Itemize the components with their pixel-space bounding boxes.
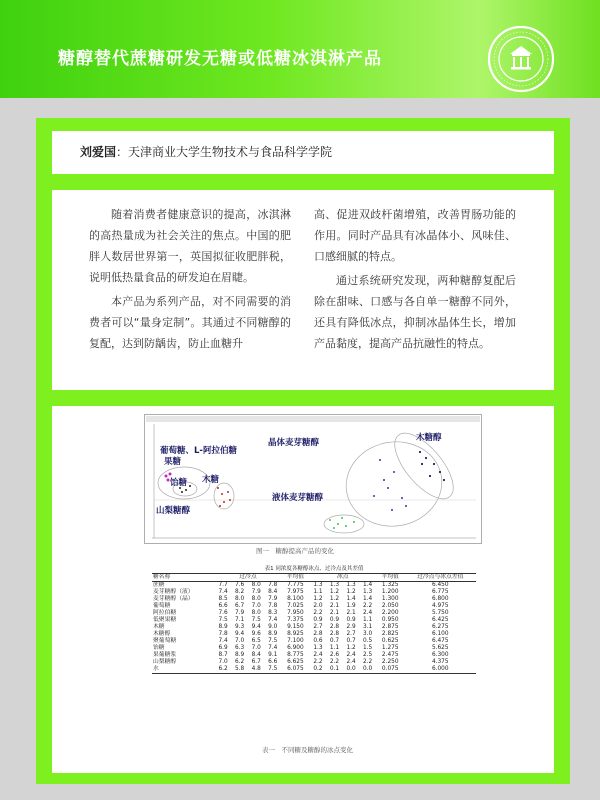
table-cell-value: 1.2: [346, 589, 356, 595]
table-cell-value: 3.0: [363, 631, 373, 637]
table-cell-value: 7.5: [251, 617, 261, 623]
table-cell-value: 7.6: [218, 610, 228, 616]
table-cell-value: 1.3: [363, 589, 373, 595]
table-cell-value: 6.2: [235, 659, 245, 665]
paragraph: 本产品为系列产品，对不同需要的消费者可以“量身定制”。其通过不同糖醇的复配，达到防龋齿，防止血糖升: [89, 295, 291, 350]
table-cell-value: 0.7: [329, 638, 340, 644]
table-cell-value: 7.950: [287, 610, 304, 616]
table-header: 过冷点与冰点差值: [405, 574, 476, 582]
table-cell-value: 6.3: [235, 645, 245, 651]
table-cell-value: 5.750: [431, 610, 449, 616]
table-cell-value: 1.3: [313, 582, 323, 588]
paragraph: 随着消费者健康意识的提高，冰淇淋的高热量成为社会关注的焦点。中国的肥胖人数居世界第一，英国拟征收肥胖税，说明低热量食品的研发迫在眉睫。: [89, 208, 291, 284]
table-cell-value: 1.3: [313, 645, 323, 651]
table-cell-value: 8.775: [287, 652, 304, 658]
table-cell-value: 6.7: [235, 603, 245, 609]
table-cell-name: 木糖: [153, 624, 165, 630]
label-xylose: 木糖: [202, 475, 220, 485]
author-line: [80, 143, 332, 160]
table-cell-value: 8.9: [218, 624, 228, 630]
table-cell-value: 7.0: [235, 638, 245, 644]
table-cell-value: 6.6: [268, 659, 278, 665]
table-header: 平均值: [281, 574, 310, 582]
table-caption: 表一 不同糖及糖醇的冰点变化: [262, 746, 353, 754]
table-cell-value: 7.775: [287, 582, 304, 588]
table-cell-value: 2.5: [363, 652, 373, 658]
poster-title: 糖醇替代蔗糖研发无糖或低糖冰淇淋产品: [58, 49, 382, 69]
table-cell-value: 9.6: [251, 631, 261, 637]
table-cell-value: 2.4: [313, 652, 323, 658]
table-cell-value: 0.2: [310, 666, 327, 674]
text-column-left: [89, 204, 291, 357]
table-cell-value: 6.775: [431, 589, 449, 595]
table-cell-value: 8.4: [251, 652, 261, 658]
table-header: 平均值: [376, 574, 405, 582]
table-cell-value: 2.4: [346, 652, 356, 658]
text-column-right: [314, 204, 516, 357]
table-cell-value: 9.0: [268, 624, 278, 630]
table-cell-name: 木糖醇: [153, 631, 171, 637]
label-fructose: 果糖: [164, 457, 182, 467]
table-cell-value: 9.3: [235, 624, 245, 630]
table-cell-value: 6.000: [405, 666, 476, 674]
table-cell-value: 7.975: [287, 589, 304, 595]
table-cell-value: 8.925: [287, 631, 304, 637]
table-cell-name: 饴糖: [153, 645, 165, 651]
label-liquid-maltitol: 液体麦芽糖醇: [272, 493, 324, 503]
table-cell-value: 1.1: [363, 617, 373, 623]
table-cell-value: 7.375: [287, 617, 304, 623]
table-cell-value: 9.4: [235, 631, 245, 637]
table-row: [152, 582, 476, 590]
table-cell-value: 1.4: [363, 582, 373, 588]
table-cell-value: 6.800: [431, 596, 449, 602]
header-banner: [0, 0, 600, 98]
table-cell-value: 6.2: [215, 666, 232, 674]
table-cell-value: 8.5: [218, 596, 228, 602]
text-panel: [52, 190, 554, 390]
table-cell-value: 8.0: [251, 582, 261, 588]
table-cell-value: 2.2: [363, 603, 373, 609]
table-cell-value: 8.0: [251, 610, 261, 616]
table-cell-value: 9.4: [251, 624, 261, 630]
table-cell-value: 6.6: [218, 603, 228, 609]
table-cell-value: 6.9: [218, 645, 228, 651]
table-cell-value: 1.2: [346, 645, 356, 651]
table-cell-value: 2.2: [363, 659, 373, 665]
table-cell-value: 6.300: [431, 652, 449, 658]
table-cell-value: 2.0: [313, 603, 323, 609]
author-name: 刘爱国: [80, 145, 117, 159]
table-cell-value: 2.7: [346, 631, 356, 637]
table-cell-value: 4.8: [248, 666, 265, 674]
table-row: [152, 645, 476, 652]
label-maltose: 饴糖: [170, 478, 188, 488]
table-cell-value: 7.7: [218, 582, 228, 588]
table-cell-value: 7.100: [287, 638, 304, 644]
label-crystal-maltitol: 晶体麦芽糖醇: [268, 438, 320, 448]
table-cell-value: 1.9: [346, 603, 356, 609]
table-cell-value: 1.200: [381, 589, 399, 595]
table-cell-name: 聚葡萄糖: [153, 638, 177, 644]
table-cell-value: 1.4: [363, 596, 373, 602]
table-cell-value: 0.7: [346, 638, 356, 644]
table-cell-value: 8.100: [287, 596, 304, 602]
table-cell-value: 2.2: [313, 610, 323, 616]
table-header: 糖名称: [152, 574, 215, 582]
university-seal-icon: [486, 24, 556, 94]
table-cell-value: 7.9: [235, 610, 245, 616]
table-cell-value: 2.8: [329, 624, 340, 630]
table-cell-value: 2.2: [329, 659, 340, 665]
table-cell-name: 阿拉伯糖: [153, 610, 177, 616]
table-cell-value: 2.200: [381, 610, 399, 616]
table-cell-value: 8.0: [251, 596, 261, 602]
table-cell-value: 6.475: [431, 638, 449, 644]
table-cell-value: 1.325: [381, 582, 399, 588]
table-cell-value: 6.450: [431, 582, 449, 588]
table-cell-value: 7.5: [265, 666, 282, 674]
table-cell-value: 2.6: [329, 652, 340, 658]
table-cell-value: 0.6: [313, 638, 323, 644]
table-cell-value: 5.625: [431, 645, 449, 651]
table-cell-value: 7.0: [251, 645, 261, 651]
table-cell-value: 7.5: [218, 617, 228, 623]
table-cell-value: 7.0: [218, 659, 228, 665]
table-cell-value: 6.425: [431, 617, 449, 623]
table-cell-name: 低聚果糖: [153, 617, 177, 623]
table-cell-value: 0.5: [363, 638, 373, 644]
footer-institution: 生物技术与食品科学学院: [374, 749, 540, 764]
author-affiliation: 天津商业大学生物技术与食品科学学院: [128, 145, 333, 159]
table-cell-value: 3.1: [363, 624, 373, 630]
table-body: [152, 582, 476, 674]
table-row: [152, 652, 476, 659]
table-cell-value: 5.8: [231, 666, 248, 674]
table-row: [152, 589, 476, 596]
table-cell-value: 1.1: [329, 645, 340, 651]
table-cell-value: 4.975: [431, 603, 449, 609]
table-cell-value: 8.7: [218, 652, 228, 658]
table-cell-value: 7.4: [218, 638, 228, 644]
table-cell-value: 8.9: [235, 652, 245, 658]
table-cell-value: 1.1: [313, 589, 323, 595]
table-cell-value: 8.9: [268, 631, 278, 637]
table-row: [152, 617, 476, 624]
table-cell-value: 6.275: [431, 624, 449, 630]
table-cell-value: 0.9: [313, 617, 323, 623]
table-cell-value: 0.9: [346, 617, 356, 623]
table-cell-value: 6.7: [251, 659, 261, 665]
table-cell-value: 2.8: [313, 631, 323, 637]
table-cell-name: 麦芽糖醇（晶）: [153, 596, 194, 602]
table-cell-value: 2.875: [381, 624, 399, 630]
table-cell-value: 1.5: [363, 645, 373, 651]
table-cell-value: 9.150: [287, 624, 304, 630]
table-cell-value: 7.025: [287, 603, 304, 609]
table-cell-value: 0.1: [326, 666, 343, 674]
table-cell-value: 6.900: [287, 645, 304, 651]
table-cell-value: 1.3: [329, 582, 340, 588]
table-cell-value: 0.075: [376, 666, 405, 674]
label-sorbitol: 山梨糖醇: [156, 506, 191, 516]
table-cell-value: 2.050: [381, 603, 399, 609]
table-cell-name: 水: [152, 666, 215, 674]
table-cell-value: 1.4: [346, 596, 356, 602]
paragraph: 高、促进双歧杆菌增殖，改善胃肠功能的作用。同时产品具有冰晶体小、风味佳、口感细腻的特点。: [314, 208, 516, 263]
table-cell-value: 0.0: [359, 666, 376, 674]
table-cell-value: 7.8: [268, 582, 278, 588]
table-cell-value: 7.9: [251, 589, 261, 595]
table-cell-value: 2.825: [381, 631, 399, 637]
table-cell-value: 8.2: [235, 589, 245, 595]
figure-panel: [52, 406, 554, 773]
table-row: [152, 631, 476, 638]
table-cell-value: 0.9: [329, 617, 340, 623]
table-cell-value: 2.1: [329, 603, 340, 609]
table-cell-value: 2.8: [329, 631, 340, 637]
table-header: 过冷点: [215, 574, 281, 582]
table-cell-value: 7.4: [268, 617, 278, 623]
table-cell-value: 6.5: [251, 638, 261, 644]
table-cell-value: 1.2: [329, 596, 340, 602]
table-cell-value: 2.475: [381, 652, 399, 658]
table-cell-value: 6.100: [431, 631, 449, 637]
table-row: [152, 638, 476, 645]
author-separator: ：: [116, 145, 129, 159]
table-cell-value: 8.0: [235, 596, 245, 602]
label-xylitol: 木糖醇: [416, 433, 442, 443]
table-cell-value: 2.1: [329, 610, 340, 616]
table-cell-value: 7.5: [268, 638, 278, 644]
table-title: 表1 同浓度各糖醇冰点、过冷点及其差值: [264, 566, 364, 572]
table-cell-value: 2.4: [363, 610, 373, 616]
table-row: [152, 666, 476, 674]
table-cell-name: 葡萄糖: [153, 603, 171, 609]
table-header: 冰点: [310, 574, 376, 582]
table-row: [152, 610, 476, 617]
table-cell-value: 2.9: [346, 624, 356, 630]
table-cell-value: 7.4: [218, 589, 228, 595]
table-cell-value: 1.2: [313, 596, 323, 602]
table-cell-name: 蔗糖: [153, 582, 165, 588]
table-row: [152, 624, 476, 631]
table-cell-value: 0.0: [343, 666, 360, 674]
table-cell-value: 4.375: [431, 659, 449, 665]
freezing-point-table-box: [146, 560, 482, 740]
table-cell-value: 2.4: [346, 659, 356, 665]
table-row: [152, 596, 476, 603]
table-cell-value: 8.4: [268, 589, 278, 595]
table-cell-value: 1.3: [346, 582, 356, 588]
table-cell-value: 2.7: [313, 624, 323, 630]
table-cell-value: 2.2: [313, 659, 323, 665]
table-row: [152, 603, 476, 610]
table-cell-value: 1.300: [381, 596, 399, 602]
table-cell-value: 8.3: [268, 610, 278, 616]
table-cell-value: 7.6: [235, 582, 245, 588]
table-cell-value: 7.4: [268, 645, 278, 651]
table-cell-value: 7.8: [218, 631, 228, 637]
table-cell-value: 7.0: [251, 603, 261, 609]
table-cell-value: 2.1: [346, 610, 356, 616]
table-cell-value: 7.9: [268, 596, 278, 602]
table-cell-name: 果葡糖浆: [153, 652, 177, 658]
table-cell-value: 0.950: [381, 617, 399, 623]
table-cell-name: 麦芽糖醇（液）: [153, 589, 194, 595]
paragraph: 通过系统研究发现，两种糖醇复配后除在甜味、口感与各自单一糖醇不同外，还具有降低冰点，抑制冰晶体生长，增加产品黏度，提高产品抗融性的特点。: [314, 274, 516, 350]
figure-caption: 图一 糖醇提高产品的变化: [256, 547, 334, 555]
table-cell-value: 0.625: [381, 638, 399, 644]
pca-scatter-figure: [144, 414, 482, 544]
table-cell-value: 1.275: [381, 645, 399, 651]
figure-toolbar: [146, 416, 480, 422]
table-cell-name: 山梨糖醇: [153, 659, 177, 665]
table-cell-value: 6.075: [281, 666, 310, 674]
table-cell-value: 7.8: [268, 603, 278, 609]
freezing-point-table: [152, 566, 476, 674]
table-row: [152, 659, 476, 666]
table-cell-value: 1.2: [329, 589, 340, 595]
table-cell-value: 9.1: [268, 652, 278, 658]
label-glucose: 葡萄糖、L-阿拉伯糖: [160, 446, 237, 456]
author-panel: [52, 131, 554, 174]
table-cell-value: 7.1: [235, 617, 245, 623]
table-cell-value: 2.250: [381, 659, 399, 665]
table-cell-value: 6.625: [287, 659, 304, 665]
